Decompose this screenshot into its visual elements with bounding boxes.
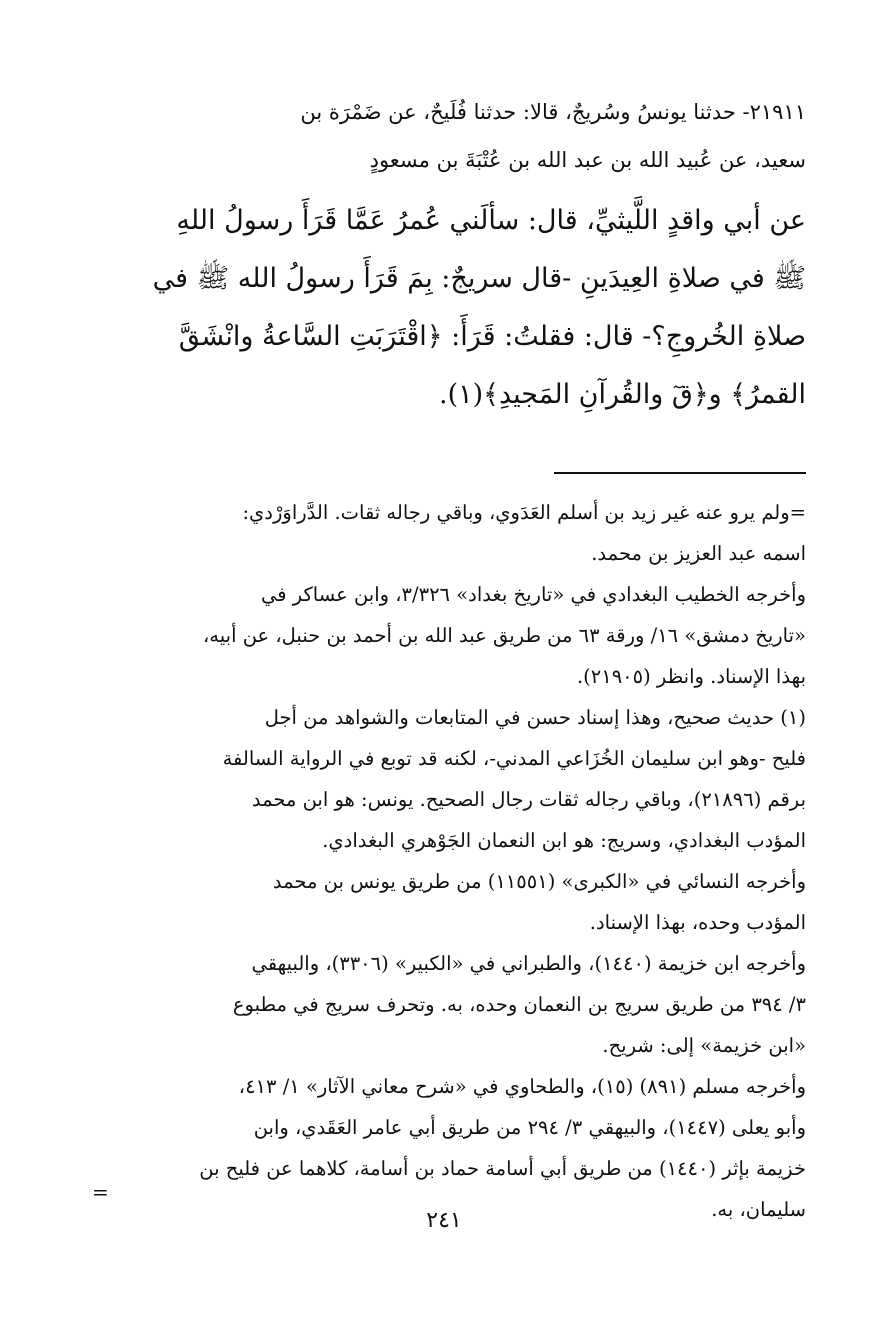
footnote-line: «ابن خزيمة» إلى: شريح. xyxy=(602,1034,806,1057)
footnote-line: اسمه عبد العزيز بن محمد. xyxy=(591,542,806,565)
footnote-line: سليمان، به. xyxy=(711,1198,806,1221)
footnote-line: وأخرجه مسلم (٨٩١) (١٥)، والطحاوي في «شرح معاني الآثار» ١/ ٤١٣، xyxy=(238,1075,806,1098)
footnote-line: «تاريخ دمشق» ١٦/ ورقة ٦٣ من طريق عبد الله بن أحمد بن حنبل، عن أبيه، xyxy=(203,624,806,647)
footnote-line: برقم (٢١٨٩٦)، وباقي رجاله ثقات رجال الصحيح. يونس: هو ابن محمد xyxy=(251,788,806,811)
footnotes xyxy=(98,492,806,1230)
matn-line: عن أبي واقدٍ اللَّيثيِّ، قال: سألَني عُمرُ عَمَّا قَرَأَ رسولُ اللهِ xyxy=(176,205,806,236)
footnote-line: وأخرجه الخطيب البغدادي في «تاريخ بغداد» ٣/٣٢٦، وابن عساكر في xyxy=(260,583,806,606)
footnote-divider xyxy=(554,472,806,474)
isnad-line: سعيد، عن عُبيد الله بن عبد الله بن عُتْبَةَ بن مسعودٍ xyxy=(369,148,806,172)
matn-line: القمرُ﴾ و﴿قٓ والقُرآنِ المَجيدِ﴾(١). xyxy=(438,379,806,410)
footnote-line: بهذا الإسناد. وانظر (٢١٩٠٥). xyxy=(576,665,806,688)
footnote-line: المؤدب وحده، بهذا الإسناد. xyxy=(589,911,806,934)
hadith-text xyxy=(98,88,806,424)
footnote-line: وأخرجه ابن خزيمة (١٤٤٠)، والطبراني في «الكبير» (٣٣٠٦)، والبيهقي xyxy=(251,952,806,975)
footnote-line: وأبو يعلى (١٤٤٧)، والبيهقي ٣/ ٢٩٤ من طريق أبي عامر العَقَدي، وابن xyxy=(253,1116,806,1139)
footnote-line: المؤدب البغدادي، وسريج: هو ابن النعمان الجَوْهري البغدادي. xyxy=(322,829,806,852)
matn-line: صلاةِ الخُروجِ؟- قال: فقلتُ: قَرَأَ: ﴿اقْتَرَبَتِ السَّاعةُ وانْشَقَّ xyxy=(178,321,806,352)
matn-line: ﷺ في صلاةِ العِيدَينِ -قال سريجٌ: بِمَ قَرَأَ رسولُ الله ﷺ في xyxy=(152,263,806,294)
footnote-line: =ولم يرو عنه غير زيد بن أسلم العَدَوي، وباقي رجاله ثقات. الدَّراوَرْدي: xyxy=(242,501,806,524)
page-number: ٢٤١ xyxy=(426,1208,462,1233)
footnote-line: وأخرجه النسائي في «الكبرى» (١١٥٥١) من طريق يونس بن محمد xyxy=(272,870,806,893)
footnote-line: خزيمة بإثر (١٤٤٠) من طريق أبي أسامة حماد بن أسامة، كلاهما عن فليح بن xyxy=(199,1157,806,1180)
isnad-line: ٢١٩١١- حدثنا يونسُ وسُريجٌ، قالا: حدثنا فُلَيحٌ، عن ضَمْرَة بن xyxy=(300,100,806,124)
footnote-line: (١) حديث صحيح، وهذا إسناد حسن في المتابعات والشواهد من أجل xyxy=(264,706,806,729)
footnote-line: ٣/ ٣٩٤ من طريق سريج بن النعمان وحده، به. وتحرف سريج في مطبوع xyxy=(232,993,806,1016)
footnote-line: فليح -وهو ابن سليمان الخُزَاعي المدني-، لكنه قد توبع في الرواية السالفة xyxy=(222,747,806,770)
continuation-mark: = xyxy=(92,1180,109,1204)
